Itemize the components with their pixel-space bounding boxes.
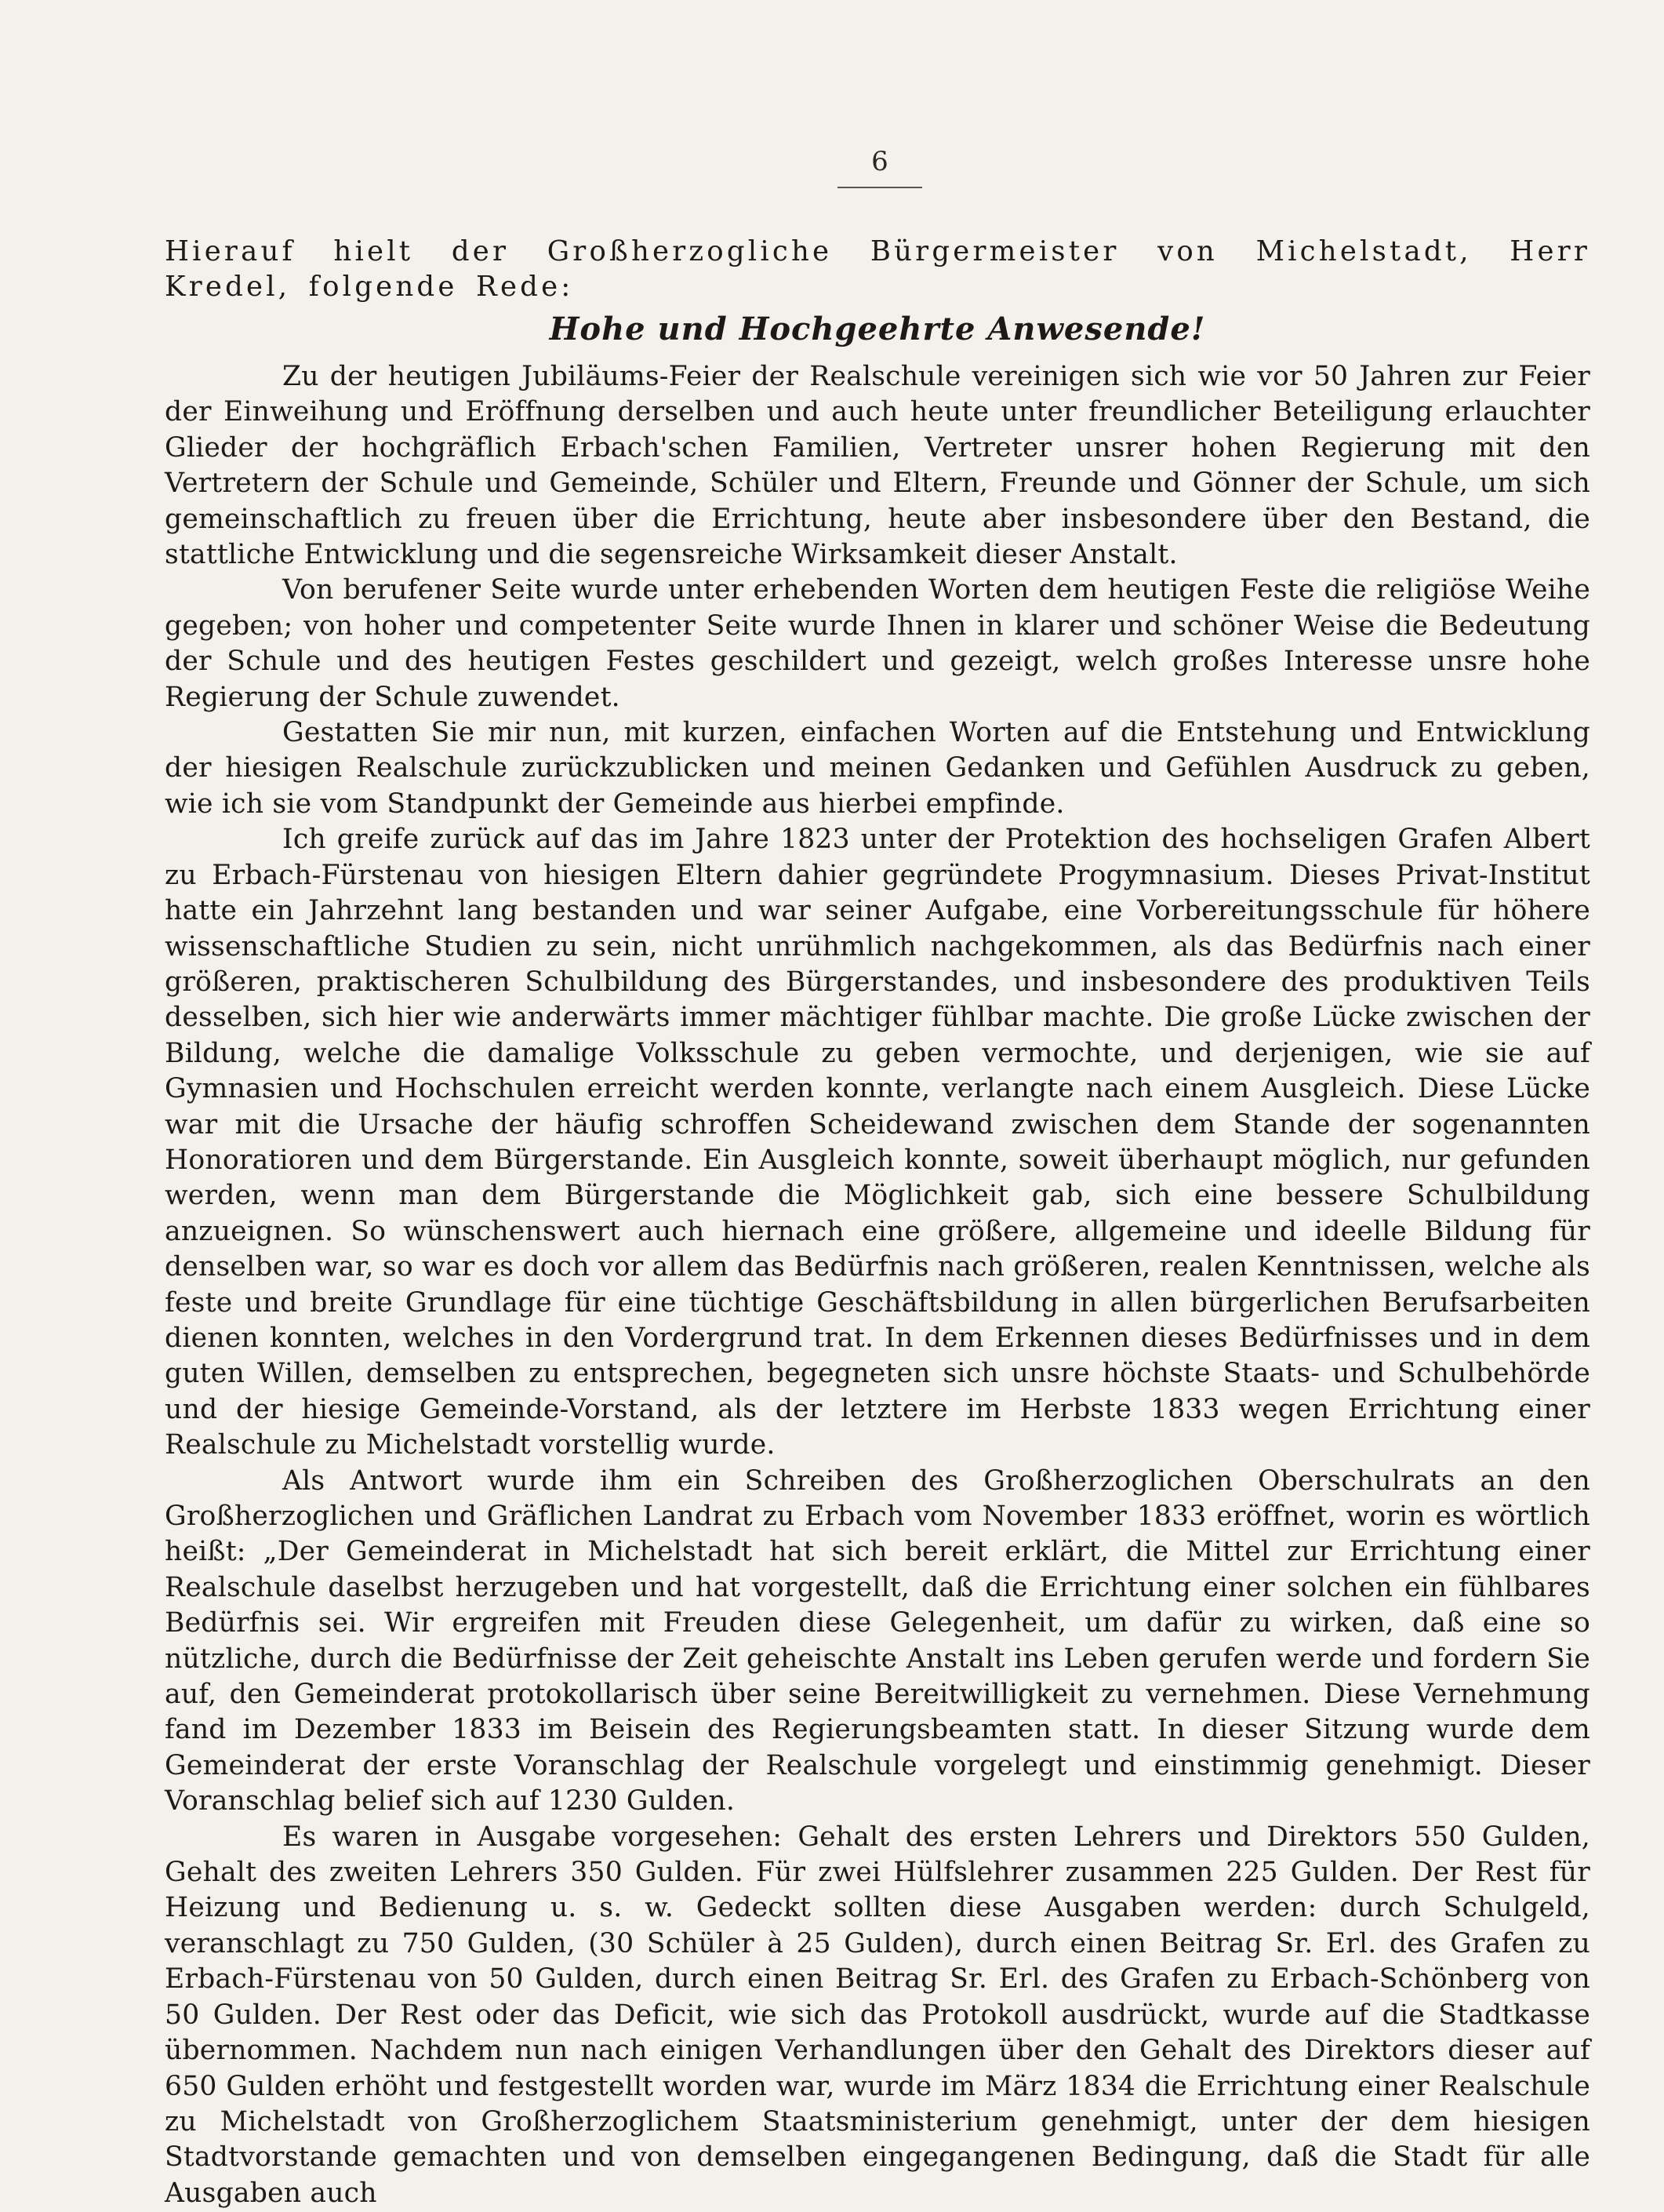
intro-text: Hierauf hielt der Großherzogliche Bürgermeister von Michelstadt, Herr Kredel, folgende Rede: [165,235,1590,303]
paragraph-4: Ich greife zurück auf das im Jahre 1823 unter der Protektion des hochseligen Grafen Albert zu Erbach-Fürstenau von hiesigen Eltern dahier gegründete Progymnasium. Dieses Privat-Institut hatte ein Jahrzehnt lang bestanden und war seiner Aufgabe, eine Vorbereitungsschule für höhere wissenschaftliche Studien zu sein, nicht unrühmlich nachgekommen, als das Bedürfnis nach einer größeren, praktischeren Schulbildung des Bürgerstandes, und insbesondere des produktiven Teils desselben, sich hier wie anderwärts immer mächtiger fühlbar machte. Die große Lücke zwischen der Bildung, welche die damalige Volksschule zu geben vermochte, und derjenigen, wie sie auf Gymnasien und Hochschulen erreicht werden konnte, verlangte nach einem Ausgleich. Diese Lücke war mit die Ursache der häufig schroffen Scheidewand zwischen dem Stande der sogenannten Honoratioren und dem Bürgerstande. Ein Ausgleich konnte, soweit überhaupt möglich, nur gefunden werden, wenn man dem Bürgerstande die Möglichkeit gab, sich eine bessere Schulbildung anzueignen. So wünschenswert auch hiernach eine größere, allgemeine und ideelle Bildung für denselben war, so war es doch vor allem das Bedürfnis nach größeren, realen Kenntnissen, welche als feste und breite Grundlage für eine tüchtige Geschäftsbildung in allen bürgerlichen Berufsarbeiten dienen konnten, welches in den Vordergrund trat. In dem Erkennen dieses Bedürfnisses und in dem guten Willen, demselben zu entsprechen, begegneten sich unsre höchste Staats- und Schulbehörde und der hiesige Gemeinde-Vorstand, als der letztere im Herbste 1833 wegen Errichtung einer Realschule zu Michelstadt vorstellig wurde. [165,824,1590,1461]
paragraph-3: Gestatten Sie mir nun, mit kurzen, einfachen Worten auf die Entstehung und Entwicklung der hiesigen Realschule zurückzublicken und meinen Gedanken und Gefühlen Ausdruck zu geben, wie ich sie vom Standpunkt der Gemeinde aus hierbei empfinde. [165,717,1590,820]
paragraph-1: Zu der heutigen Jubiläums-Feier der Realschule vereinigen sich wie vor 50 Jahren zur Feier der Einweihung und Eröffnung derselben und auch heute unter freundlicher Beteiligung erlauchter Glieder der hochgräflich Erbach'schen Familien, Vertreter unsrer hohen Regierung mit den Vertretern der Schule und Gemeinde, Schüler und Eltern, Freunde und Gönner der Schule, um sich gemeinschaftlich zu freuen über die Errichtung, heute aber insbesondere über den Bestand, die stattliche Entwicklung und die segensreiche Wirksamkeit dieser Anstalt. [165,361,1590,571]
page-number-rule [837,187,922,188]
page-number: 6 [871,146,888,177]
paragraph-6: Es waren in Ausgabe vorgesehen: Gehalt des ersten Lehrers und Direktors 550 Gulden, Gehalt des zweiten Lehrers 350 Gulden. Für zwei Hülfslehrer zusammen 225 Gulden. Der Rest für Heizung und Bedienung u. s. w. Gedeckt sollten diese Ausgaben werden: durch Schulgeld, veranschlagt zu 750 Gulden, (30 Schüler à 25 Gulden), durch einen Beitrag Sr. Erl. des Grafen zu Erbach-Fürstenau von 50 Gulden, durch einen Beitrag Sr. Erl. des Grafen zu Erbach-Schönberg von 50 Gulden. Der Rest oder das Deficit, wie sich das Protokoll ausdrückt, wurde auf die Stadtkasse übernommen. Nachdem nun nach einigen Verhandlungen über den Gehalt des Direktors dieser auf 650 Gulden erhöht und festgestellt worden war, wurde im März 1834 die Errichtung einer Realschule zu Michelstadt von Großherzoglichem Staatsministerium genehmigt, unter der dem hiesigen Stadtvorstande gemachten und von demselben eingegangenen Bedingung, daß die Stadt für alle Ausgaben auch [165,1821,1590,2209]
paragraph-5: Als Antwort wurde ihm ein Schreiben des Großherzoglichen Oberschulrats an den Großherzoglichen und Gräflichen Landrat zu Erbach vom November 1833 eröffnet, worin es wörtlich heißt: „Der Gemeinderat in Michelstadt hat sich bereit erklärt, die Mittel zur Errichtung einer Realschule daselbst herzugeben und hat vorgestellt, daß die Errichtung einer solchen ein fühlbares Bedürfnis sei. Wir ergreifen mit Freuden diese Gelegenheit, um dafür zu wirken, daß eine so nützliche, durch die Bedürfnisse der Zeit geheischte Anstalt ins Leben gerufen werde und fordern Sie auf, den Gemeinderat protokollarisch über seine Bereitwilligkeit zu vernehmen. Diese Vernehmung fand im Dezember 1833 im Beisein des Regierungsbeamten statt. In dieser Sitzung wurde dem Gemeinderat der erste Voranschlag der Realschule vorgelegt und einstimmig genehmigt. Dieser Voranschlag belief sich auf 1230 Gulden. [165,1464,1590,1817]
speech-heading: Hohe und Hochgeehrte Anwesende! [549,311,1206,347]
paragraph-2: Von berufener Seite wurde unter erhebenden Worten dem heutigen Feste die religiöse Weihe gegeben; von hoher und competenter Seite wurde Ihnen in klarer und schöner Weise die Bedeutung der Schule und des heutigen Festes geschildert und gezeigt, welch großes Interesse unsre hohe Regierung der Schule zuwendet. [165,574,1590,713]
